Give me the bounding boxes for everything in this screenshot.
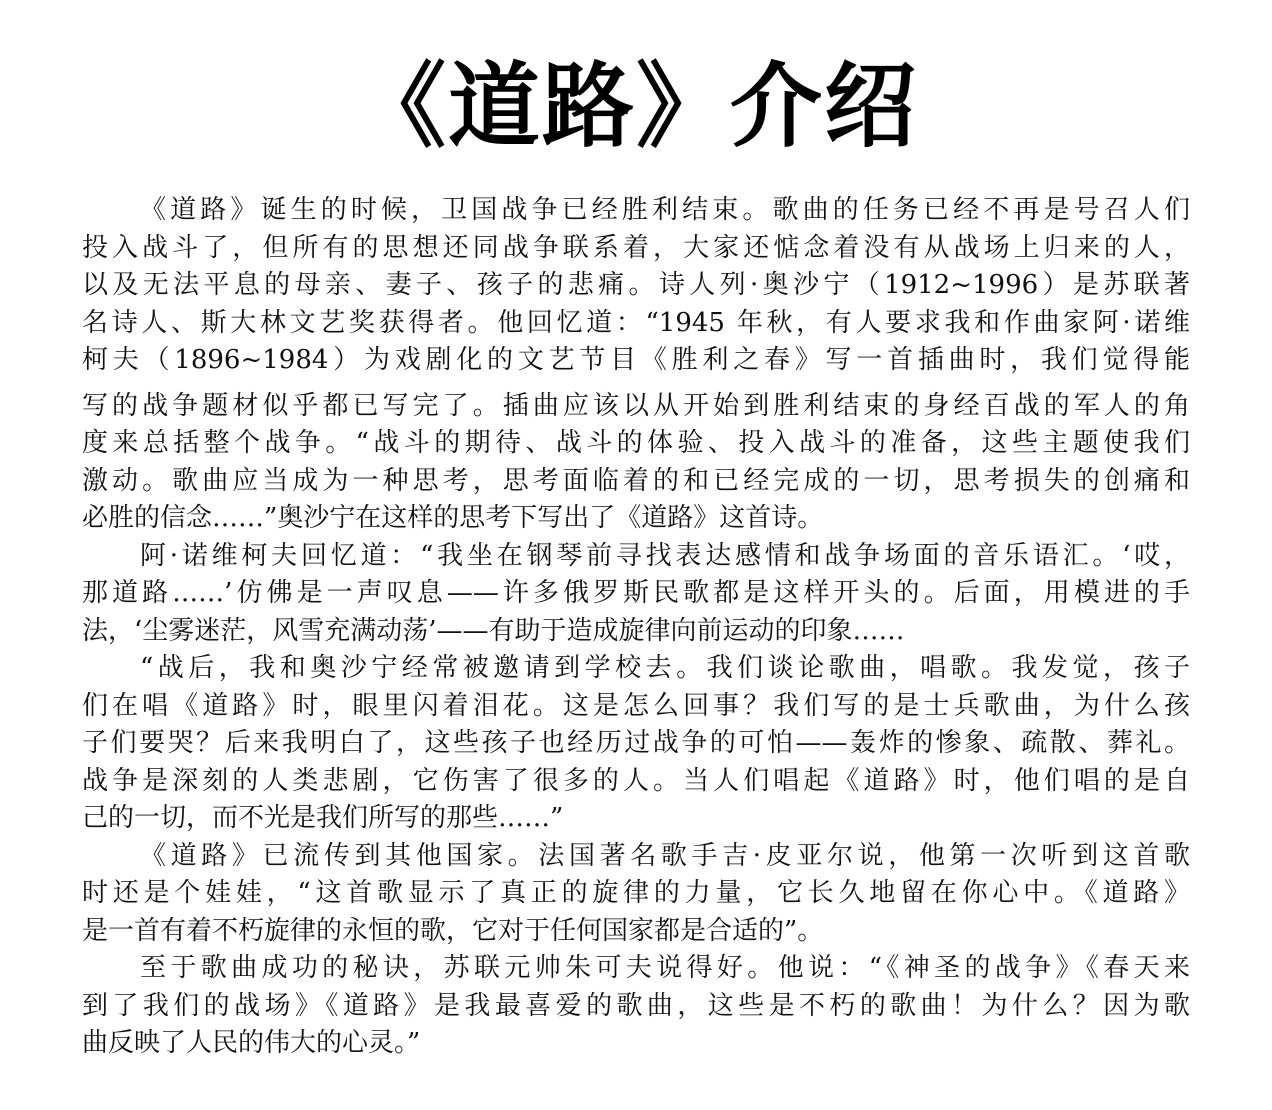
paragraph-3-line-4: 战争是深刻的人类悲剧，它伤害了很多的人。当人们唱起《道路》时，他们唱的是自 <box>82 765 1190 796</box>
paragraph-5-line-1: 至于歌曲成功的秘诀，苏联元帅朱可夫说得好。他说：“《神圣的战争》《春天来 <box>140 953 1190 983</box>
paragraph-3-line-3: 子们要哭？后来我明白了，这些孩子也经历过战争的可怕——轰炸的惨象、疏散、葬礼。 <box>82 728 1190 758</box>
paragraph-1-line-2: 投入战斗了，但所有的思想还同战争联系着，大家还惦念着没有从战场上归来的人， <box>82 232 1190 263</box>
paragraph-5-line-3: 曲反映了人民的伟大的心灵。” <box>82 1028 421 1058</box>
page-title: 《道路》介绍 <box>353 53 918 160</box>
paragraph-2-line-3: 法，‘尘雾迷茫，风雪充满动荡’——有助于造成旋律向前运动的印象…… <box>82 615 905 646</box>
paragraph-5-line-2: 到了我们的战场》《道路》是我最喜爱的歌曲，这些是不朽的歌曲！为什么？因为歌 <box>82 990 1190 1021</box>
paragraph-3-line-1: “战后，我和奥沙宁经常被邀请到学校去。我们谈论歌曲，唱歌。我发觉，孩子 <box>140 653 1190 683</box>
paragraph-4-line-1: 《道路》已流传到其他国家。法国著名歌手吉·皮亚尔说，他第一次听到这首歌 <box>140 840 1190 871</box>
paragraph-2-line-1: 阿·诺维柯夫回忆道：“我坐在钢琴前寻找表达感情和战争场面的音乐语汇。‘哎， <box>140 540 1190 571</box>
paragraph-1-line-5: 柯夫（1896~1984）为戏剧化的文艺节目《胜利之春》写一首插曲时，我们觉得能 <box>82 345 1190 375</box>
paragraph-2-line-2: 那道路……’仿佛是一声叹息——许多俄罗斯民歌都是这样开头的。后面，用模进的手 <box>82 578 1190 608</box>
paragraph-1-line-3: 以及无法平息的母亲、妻子、孩子的悲痛。诗人列·奥沙宁（1912~1996）是苏联著 <box>82 270 1190 300</box>
paragraph-4-line-2: 时还是个娃娃，“这首歌显示了真正的旋律的力量，它长久地留在你心中。《道路》 <box>82 878 1190 908</box>
paragraph-1-line-4: 名诗人、斯大林文艺奖获得者。他回忆道：“1945 年秋，有人要求我和作曲家阿·诺维 <box>82 307 1190 338</box>
paragraph-1-line-9: 必胜的信念……”奥沙宁在这样的思考下写出了《道路》这首诗。 <box>82 503 824 533</box>
article-body <box>82 192 1190 1063</box>
paragraph-1-line-7: 度来总括整个战争。“战斗的期待、战斗的体验、投入战斗的准备，这些主题使我们 <box>82 428 1190 458</box>
paragraph-1-line-1: 《道路》诞生的时候，卫国战争已经胜利结束。歌曲的任务已经不再是号召人们 <box>140 195 1190 225</box>
paragraph-1-line-8: 激动。歌曲应当成为一种思考，思考面临着的和已经完成的一切，思考损失的创痛和 <box>82 465 1190 496</box>
paragraph-3-line-5: 己的一切，而不光是我们所写的那些……” <box>82 803 564 833</box>
paragraph-3-line-2: 们在唱《道路》时，眼里闪着泪花。这是怎么回事？我们写的是士兵歌曲，为什么孩 <box>82 690 1190 721</box>
paragraph-1-line-6: 写的战争题材似乎都已写完了。插曲应该以从开始到胜利结束的身经百战的军人的角 <box>82 390 1190 421</box>
paragraph-4-line-3: 是一首有着不朽旋律的永恒的歌，它对于任何国家都是合适的”。 <box>82 915 824 946</box>
